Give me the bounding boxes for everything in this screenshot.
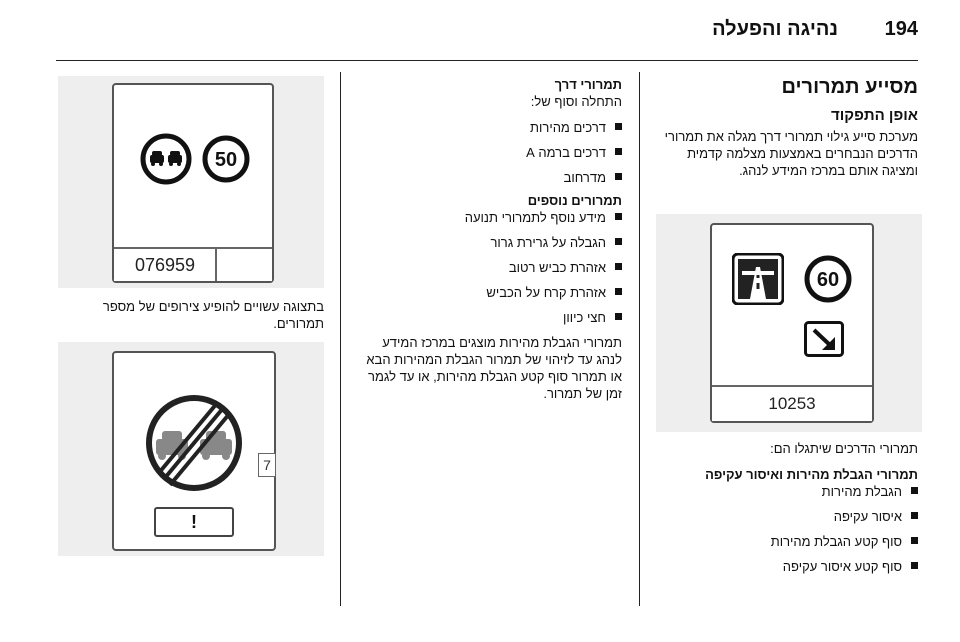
group-title-speed: תמרורי הגבלת מהירות ואיסור עקיפה	[705, 467, 918, 482]
page-title: נהיגה והפעלה	[712, 18, 838, 40]
middle-column	[356, 76, 622, 402]
detected-signs-section	[656, 440, 918, 583]
bullet-square-icon	[615, 313, 622, 320]
list-item: הגבלת מהירות	[656, 483, 918, 500]
figure-combination-panel	[58, 76, 324, 288]
right-column	[656, 76, 918, 179]
detected-signs-list	[656, 483, 918, 575]
figure-end-overtaking-panel	[58, 342, 324, 556]
list-item: חצי כיוון	[356, 309, 622, 326]
speed-limit-sign-icon	[202, 135, 250, 183]
list-item: מידע נוסף לתמרורי תנועה	[356, 209, 622, 226]
speed-limit-value: 50	[214, 149, 238, 171]
list-item: סוף קטע איסור עקיפה	[656, 558, 918, 575]
subsection-title: אופן התפקוד	[831, 107, 918, 124]
list-item: הגבלה על גרירת גרור	[356, 234, 622, 251]
page-number: 194	[884, 18, 918, 40]
group-title-additional: תמרורים נוספים	[527, 193, 622, 208]
sign-board	[710, 223, 874, 423]
column-divider-left	[340, 72, 341, 606]
road-signs-list	[356, 119, 622, 186]
end-of-no-overtaking-sign-icon	[144, 393, 244, 493]
speed-limit-sign-icon	[804, 255, 852, 303]
motorway-sign-icon	[732, 253, 784, 305]
sign-board	[112, 83, 274, 283]
column-divider-right	[639, 72, 640, 606]
bullet-square-icon	[615, 238, 622, 245]
no-overtaking-sign-icon	[140, 133, 192, 185]
diagonal-arrow-sign-icon	[804, 321, 844, 357]
bullet-square-icon	[911, 537, 918, 544]
bullet-square-icon	[615, 148, 622, 155]
bullet-square-icon	[615, 213, 622, 220]
figure-number: 10253	[712, 385, 872, 421]
bullet-square-icon	[615, 173, 622, 180]
bullet-square-icon	[615, 263, 622, 270]
group-title-roads: תמרורי דרך	[554, 77, 622, 92]
bullet-square-icon	[911, 487, 918, 494]
list-item: דרכים ברמה A	[356, 144, 622, 161]
closing-paragraph: תמרורי הגבלת מהירות מוצגים במרכז המידע לנהג עד לזיהוי של תמרור הגבלת המהירות הבא או תמרור סוף קטע הגבלת מהירות, או עד לגמר זמן של תמרור.	[366, 335, 622, 401]
figure-number	[114, 247, 272, 281]
bullet-square-icon	[911, 562, 918, 569]
sign-board	[112, 351, 276, 551]
page-header	[0, 0, 960, 58]
list-item: אזהרת כביש רטוב	[356, 259, 622, 276]
figure-speed-sign-panel	[656, 214, 922, 432]
detected-signs-label: תמרורי הדרכים שיתגלו הם:	[770, 441, 918, 456]
list-item: איסור עקיפה	[656, 508, 918, 525]
speed-limit-value: 60	[816, 269, 840, 291]
warning-plate: !	[154, 507, 234, 537]
list-item: דרכים מהירות	[356, 119, 622, 136]
group-subtitle-roads: התחלה וסוף של:	[530, 94, 622, 109]
bullet-square-icon	[911, 512, 918, 519]
figure-caption	[58, 298, 324, 332]
list-item: סוף קטע הגבלת מהירות	[656, 533, 918, 550]
intro-paragraph: מערכת סייע גילוי תמרורי דרך מגלה את תמרורי הדרכים הנבחרים באמצעות מצלמה קדמית ומציגה אותם במרכז המידע לנהג.	[664, 129, 918, 178]
bullet-square-icon	[615, 123, 622, 130]
list-item: מדרחוב	[356, 169, 622, 186]
bullet-square-icon	[615, 288, 622, 295]
section-title: מסייע תמרורים	[781, 76, 918, 98]
caption-text: בתצוגה עשויים להופיע צירופים של מספר תמרורים.	[102, 299, 324, 331]
list-item: אזהרת קרח על הכביש	[356, 284, 622, 301]
header-divider	[56, 60, 918, 61]
figure-number-text: 076959	[115, 249, 217, 281]
additional-signs-list	[356, 209, 622, 326]
side-mark: 7	[258, 453, 276, 477]
